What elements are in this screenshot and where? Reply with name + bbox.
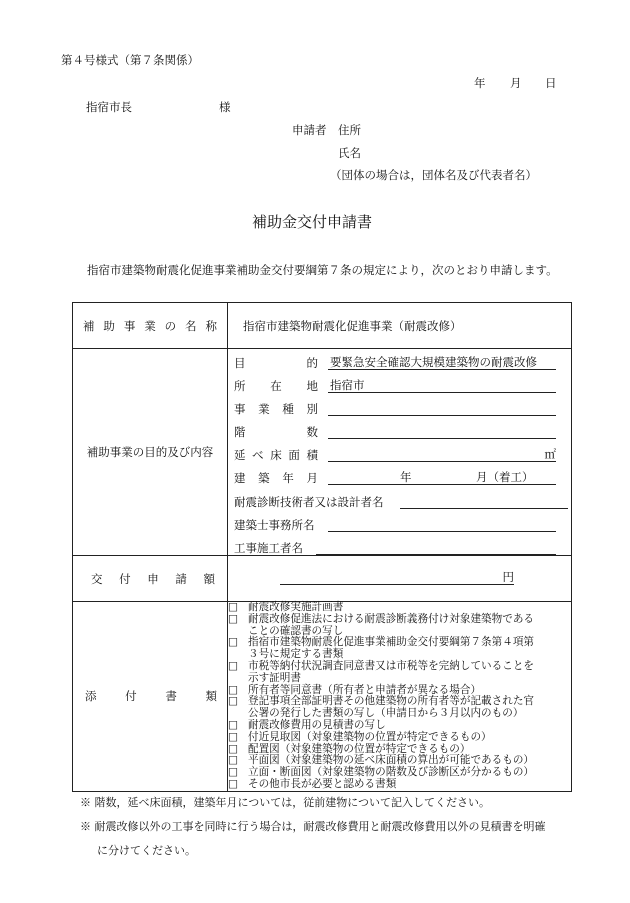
attachment-text: 立面・断面図（対象建築物の階数及び診断区が分かるもの） [248,766,535,779]
attachment-text: 耐震改修実施計画書 [248,601,344,613]
floor-area-unit: ㎡ [544,447,556,461]
item-location: 所 在 地 指宿市 [228,376,571,396]
addressee-name: 指宿市長 [86,100,132,114]
attachment-text: ことの確認書の写し [248,624,344,637]
document-title: 補助金交付申請書 [252,213,373,231]
attachment-text: その他市長が必要と認める書類 [248,777,397,790]
item-contractor: 工事施工者名 [228,538,571,558]
form-number: 第４号様式（第７条関係） [61,53,199,67]
office-line [328,517,556,532]
amount-label: 交 付 申 請 額 [73,556,228,602]
applicant-label: 申請者 [292,123,327,137]
attachment-text: 配置図（対象建築物の位置が特定できるもの） [248,742,471,755]
attachment-text: 公署の発行した書類の写し（申請日から３月以内のもの） [248,707,524,720]
attachment-indent [228,673,240,685]
application-table [72,302,572,792]
attachment-text: 耐震改修費用の見積書の写し [248,718,386,731]
note-2-cont: に分けてください。 [97,844,196,857]
item-engineer: 耐震診断技術者又は設計者名 [228,492,571,512]
attachment-text: 登記事項全部証明書その他建築物の所有者等が記載された官 [248,695,535,708]
location-value: 指宿市 [328,378,556,393]
built-month: 月（着工） [476,470,534,484]
addressee-honorific: 様 [219,100,231,114]
attachment-checkbox[interactable]: □ [228,636,239,649]
item-office: 建築士事務所名 [228,515,571,535]
applicant-address-label: 住所 [338,123,361,137]
item-floor-area: 延 べ 床 面 積 ㎡ [234,447,556,462]
applicant-name-label: 氏名 [338,146,361,160]
date-day: 日 [545,76,557,90]
attachment-checkbox[interactable]: □ [228,766,239,779]
contractor-line [316,540,556,555]
attachment-text: 示す証明書 [248,671,301,684]
attachment-checkbox[interactable]: □ [228,601,239,613]
floor-area-line [328,447,556,462]
date-month: 月 [510,76,522,90]
amount-cell [228,556,572,602]
attachment-checkbox[interactable]: □ [228,718,239,731]
purpose-label: 補助事業の目的及び内容 [73,349,228,556]
item-floors: 階 数 [228,422,571,442]
attachment-item [228,614,571,626]
attachment-item [228,720,571,732]
attachment-text: 耐震改修促進法における耐震診断義務付け対象建築物である [248,612,535,625]
note-2: ※ 耐震改修以外の工事を同時に行う場合は，耐震改修費用と耐震改修費用以外の見積書を明確 [80,820,546,833]
note-1: ※ 階数，延べ床面積，建築年月については，従前建物について記入してください。 [80,796,491,809]
attachment-text: 所有者等同意書（所有者と申請者が異なる場合） [248,683,482,696]
amount-unit: 円 [502,569,514,584]
purpose-cell [228,349,572,556]
item-business-type: 事 業 種 別 [228,399,571,419]
attachment-checkbox[interactable]: □ [228,777,239,790]
item-built: 建 築 年 月 年 月（着工） [228,468,571,488]
attachment-checkbox[interactable]: □ [228,730,239,743]
attachment-checkbox[interactable]: □ [228,695,239,708]
floors-line [328,424,556,439]
row-project-name [73,303,572,349]
date-year: 年 [474,76,486,90]
attachment-checkbox[interactable]: □ [228,754,239,767]
amount-line [280,570,514,585]
attachment-checkbox[interactable]: □ [228,742,239,755]
project-name-value: 指宿市建築物耐震化促進事業（耐震改修） [228,303,572,349]
item-purpose: 目 的 要緊急安全確認大規模建築物の耐震改修 [228,353,571,373]
attachment-text: 付近見取図（対象建築物の位置が特定できるもの） [248,730,492,743]
attachments-label: 添 付 書 類 [73,602,228,792]
row-purpose [73,349,572,556]
built-year: 年 [400,470,412,484]
attachment-checkbox[interactable]: □ [228,683,239,696]
attachments-list [228,602,572,792]
attachment-item [228,779,571,791]
attachment-text: 平面図（対象建築物の延べ床面積の算出が可能であるもの） [248,754,535,767]
applicant-group-note: （団体の場合は，団体名及び代表者名） [330,168,537,182]
attachment-item [228,661,571,673]
attachment-checkbox[interactable]: □ [228,659,239,672]
project-name-label: 補 助 事 業 の 名 称 [73,303,228,349]
intro-text: 指宿市建築物耐震化促進事業補助金交付要綱第７条の規定により，次のとおり申請します。 [87,263,558,277]
attachment-text: 指宿市建築物耐震化促進事業補助金交付要綱第７条第４項第 [248,636,535,649]
attachment-text: ３号に規定する書類 [248,648,344,661]
attachment-checkbox[interactable]: □ [228,612,239,625]
attachment-item [228,732,571,744]
attachment-text: 市税等納付状況調査同意書又は市税等を完納していることを [248,659,535,672]
attachment-item-cont [228,673,571,685]
engineer-line [400,494,568,509]
purpose-value: 要緊急安全確認大規模建築物の耐震改修 [328,355,556,370]
row-attachments [73,602,572,792]
business-type-line [328,401,556,416]
row-amount [73,556,572,602]
built-line [328,470,556,485]
